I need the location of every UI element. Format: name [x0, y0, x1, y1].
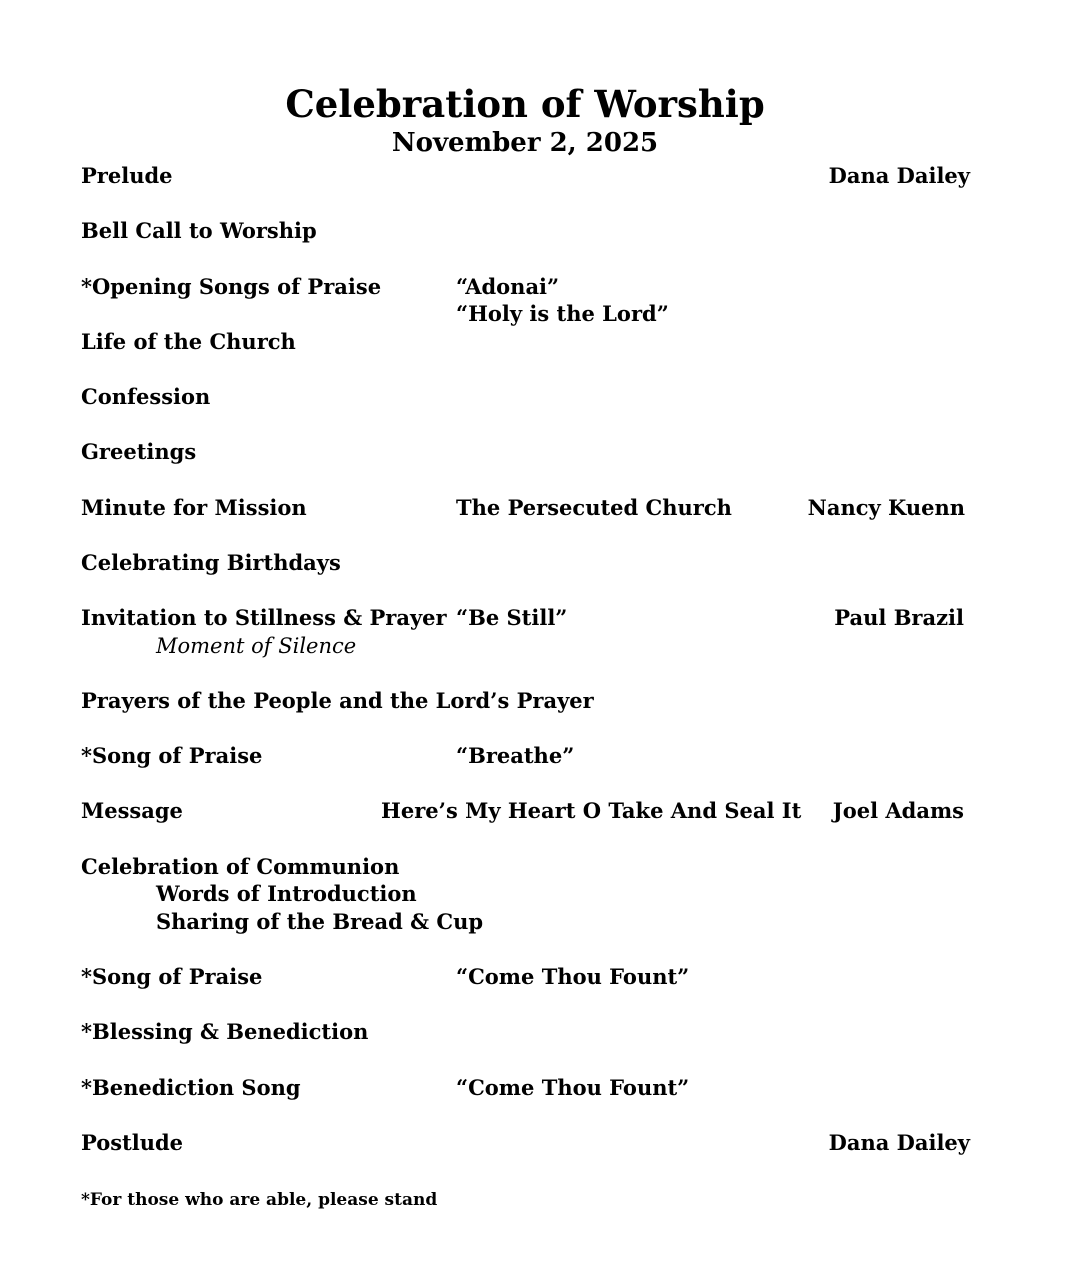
item-label: *Benediction Song — [81, 1075, 301, 1100]
item-performer: Joel Adams — [832, 798, 964, 823]
item-label: *Song of Praise — [81, 743, 263, 768]
item-label: Invitation to Stillness & Prayer — [81, 605, 447, 630]
footnote: *For those who are able, please stand — [81, 1190, 438, 1210]
item-performer: Nancy Kuenn — [807, 495, 965, 520]
item-detail: “Be Still” — [456, 605, 568, 630]
item-performer: Paul Brazil — [834, 605, 964, 630]
item-label: Bell Call to Worship — [81, 218, 317, 243]
item-detail: Here’s My Heart O Take And Seal It — [381, 798, 802, 823]
item-label: *Song of Praise — [81, 964, 263, 989]
item-detail: The Persecuted Church — [456, 495, 732, 520]
item-detail: “Come Thou Fount” — [456, 964, 690, 989]
item-label: *Blessing & Benediction — [81, 1019, 369, 1044]
item-label: Minute for Mission — [81, 495, 307, 520]
item-label: Postlude — [81, 1130, 184, 1155]
item-performer: Dana Dailey — [828, 1130, 970, 1155]
song-title: “Holy is the Lord” — [456, 301, 669, 326]
item-subtitle: Words of Introduction — [156, 881, 417, 906]
item-label: *Opening Songs of Praise — [81, 274, 382, 299]
song-title: “Adonai” — [456, 274, 560, 299]
item-label: Greetings — [81, 439, 197, 464]
service-date: November 2, 2025 — [391, 128, 659, 158]
item-label: Prelude — [81, 163, 173, 188]
item-detail: “Breathe” — [456, 743, 575, 768]
item-label: Life of the Church — [81, 329, 296, 354]
page-title: Celebration of Worship — [285, 82, 765, 126]
item-label: Confession — [81, 384, 211, 409]
item-label: Celebration of Communion — [81, 854, 400, 879]
item-detail: “Come Thou Fount” — [456, 1075, 690, 1100]
item-label: Celebrating Birthdays — [81, 550, 341, 575]
item-subtitle: Moment of Silence — [156, 634, 357, 658]
item-label: Message — [81, 798, 183, 823]
item-label: Prayers of the People and the Lord’s Prayer — [81, 688, 594, 713]
item-subtitle: Sharing of the Bread & Cup — [156, 909, 484, 934]
item-performer: Dana Dailey — [828, 163, 970, 188]
